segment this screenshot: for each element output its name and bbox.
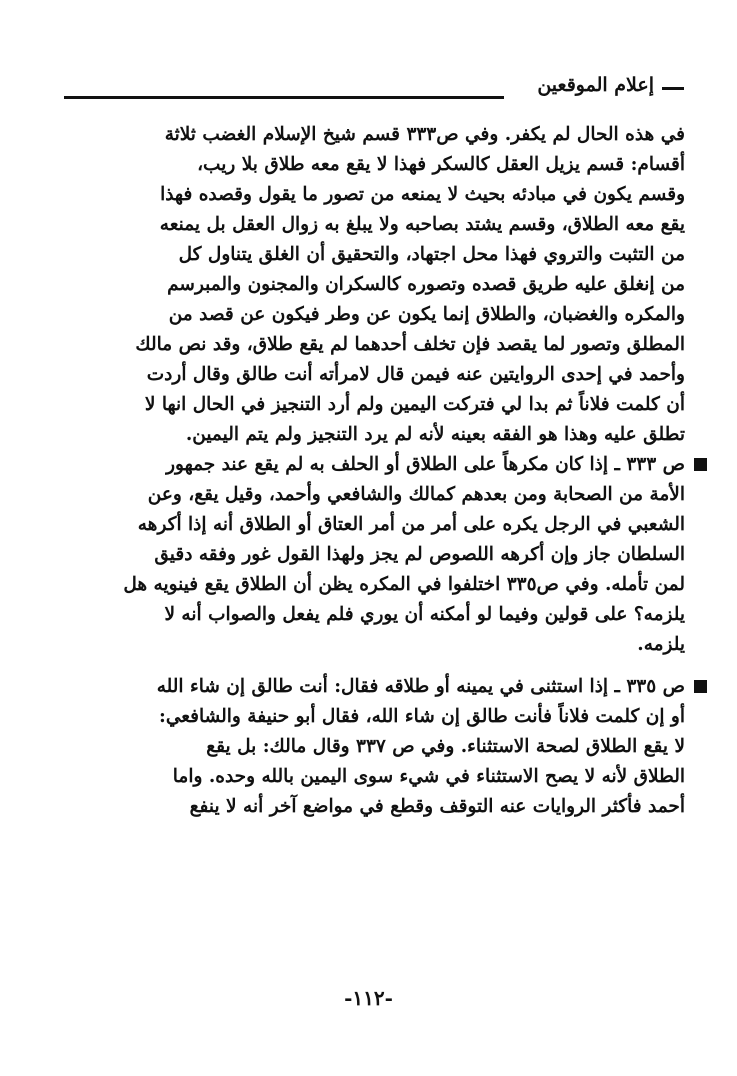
text-line: لا يقع الطلاق لصحة الاستثناء. وفي ص ٣٣٧ وقال مالك: بل يقع (206, 736, 685, 757)
header-dash (662, 87, 684, 90)
text-line: تطلق عليه وهذا هو الفقه بعينه لأنه لم يرد التنجيز ولم يتم اليمين. (185, 424, 685, 445)
page-body (70, 120, 685, 822)
text-line: يقع معه الطلاق، وقسم يشتد بصاحبه ولا يبلغ به زوال العقل بل يمنعه (159, 214, 685, 235)
text-line: يلزمه. (637, 634, 685, 655)
text-line: الطلاق لأنه لا يصح الاستثناء في شيء سوى اليمين بالله وحده. واما (172, 766, 685, 787)
text-line: وأحمد في إحدى الروايتين عنه فيمن قال لامرأته أنت طالق وقال أردت (146, 364, 685, 385)
text-line: ص ٣٣٣ ـ إذا كان مكرهاً على الطلاق أو الحلف به لم يقع عند جمهور (166, 454, 685, 475)
text-line: الأمة من الصحابة ومن بعدهم كمالك والشافعي وأحمد، وقيل يقع، وعن (147, 484, 685, 505)
text-line: أن كلمت فلاناً ثم بدا لي فتركت اليمين ولم أرد التنجيز في الحال انها لا (144, 394, 685, 415)
text-line: المطلق وتصور لما يقصد فإن تخلف أحدهما لم يقع طلاق، وقد نص مالك (135, 334, 685, 355)
text-line: أو إن كلمت فلاناً فأنت طالق إن شاء الله، فقال أبو حنيفة والشافعي: (159, 706, 685, 727)
book-title: إعلام الموقعين (537, 74, 654, 96)
text-line: أحمد فأكثر الروايات عنه التوقف وقطع في مواضع آخر أنه لا ينفع (189, 796, 685, 817)
bullet-square-icon (694, 680, 707, 693)
bullet-exception-in-oath (70, 672, 685, 822)
text-line: يلزمه؟ على قولين وفيما لو أمكنه أن يوري فلم يفعل والصواب أنه لا (164, 604, 685, 625)
page-number: -١١٢- (344, 986, 393, 1010)
text-line: ص ٣٣٥ ـ إذا استثنى في يمينه أو طلاقه فقال: أنت طالق إن شاء الله (156, 676, 685, 697)
text-line: لمن تأمله. وفي ص٣٣٥ اختلفوا في المكره يظن أن الطلاق يقع فينويه هل (123, 574, 685, 595)
bullet-square-icon (694, 458, 707, 471)
bullet-coerced-divorce (70, 450, 685, 660)
text-line: وقسم يكون في مبادئه بحيث لا يمنعه من تصور ما يقول وقصده فهذا (160, 184, 685, 205)
text-line: والمكره والغضبان، والطلاق إنما يكون عن وطر فيكون عن قصد من (168, 304, 685, 325)
header-rule (64, 96, 504, 99)
text-line: من إنغلق عليه طريق قصده وتصوره كالسكران والمجنون والمبرسم (167, 274, 685, 295)
running-header (64, 74, 684, 104)
text-line: السلطان جاز وإن أكرهه اللصوص لم يجز ولهذا القول غور وفقه دقيق (154, 544, 685, 565)
text-line: من التثبت والتروي فهذا محل اجتهاد، والتحقيق أن الغلق يتناول كل (178, 244, 685, 265)
text-line: في هذه الحال لم يكفر. وفي ص٣٣٣ قسم شيخ الإسلام الغضب ثلاثة (164, 124, 685, 145)
text-line: أقسام: قسم يزيل العقل كالسكر فهذا لا يقع معه طلاق بلا ريب، (197, 154, 685, 175)
text-line: الشعبي في الرجل يكره على أمر من أمر العتاق أو الطلاق أنه إذا أكرهه (137, 514, 685, 535)
paragraph-anger-divorce (70, 120, 685, 450)
